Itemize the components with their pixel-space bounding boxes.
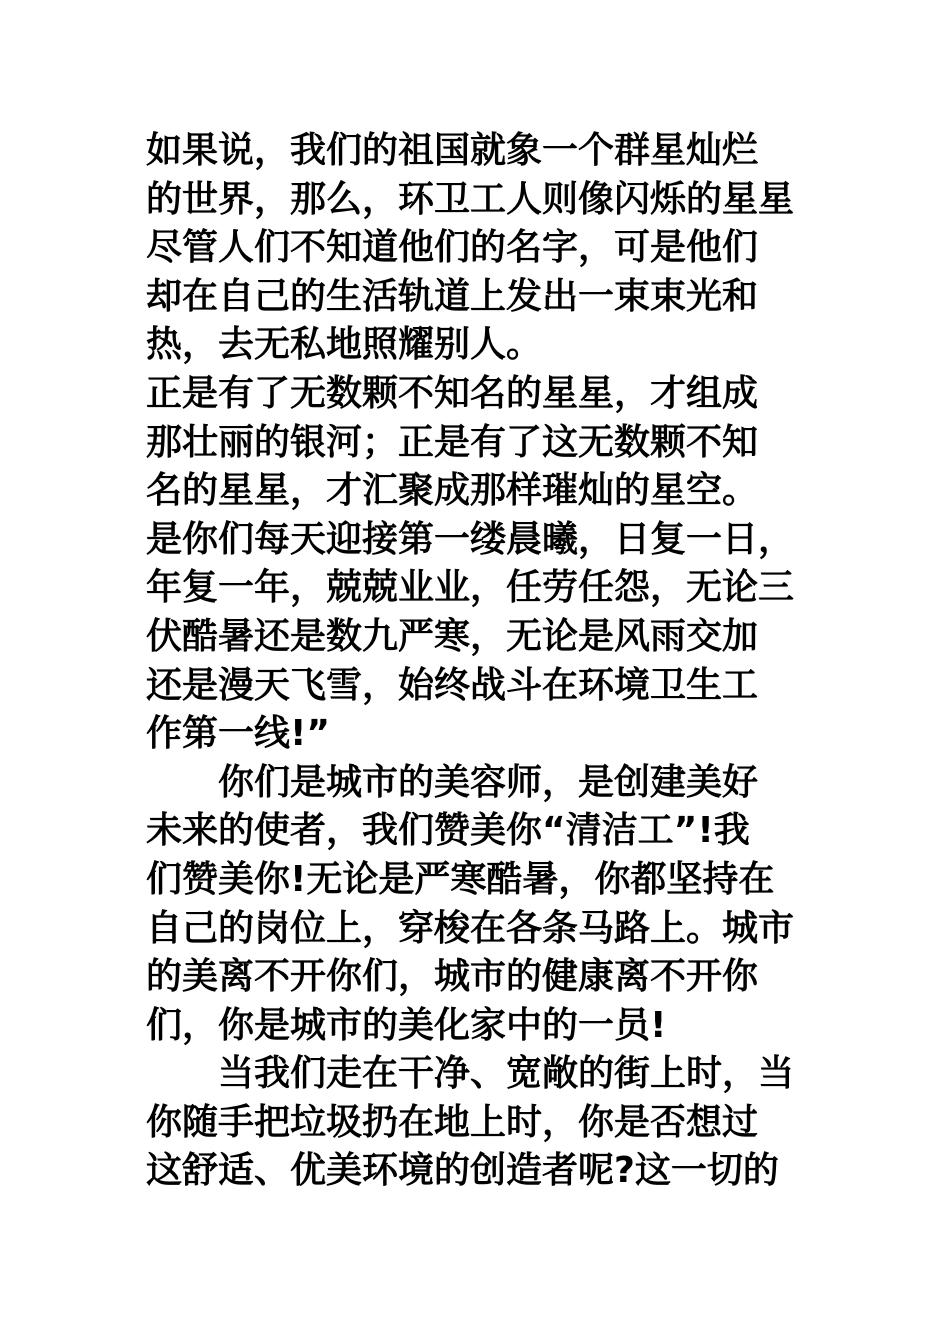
text-line: 还是漫天飞雪，始终战斗在环境卫生工 xyxy=(146,664,759,706)
text-line: 名的星星，才汇聚成那样璀灿的星空。 xyxy=(146,470,759,512)
text-line: 们，你是城市的美化家中的一员! xyxy=(146,1004,667,1046)
text-line: 当我们走在干净、宽敞的街上时，当 xyxy=(146,1053,795,1095)
text-line: 的美离不开你们，城市的健康离不开你 xyxy=(146,956,759,998)
text-line: 热，去无私地照耀别人。 xyxy=(146,324,543,366)
text-line: 你们是城市的美容师，是创建美好 xyxy=(146,761,759,803)
text-line: 这舒适、优美环境的创造者呢?这一切的 xyxy=(146,1150,779,1192)
text-line: 是你们每天迎接第一缕晨曦，日复一日， xyxy=(146,518,795,560)
text-line: 那壮丽的银河；正是有了这无数颗不知 xyxy=(146,421,759,463)
text-line: 如果说，我们的祖国就象一个群星灿烂 xyxy=(146,130,759,171)
text-line: 却在自己的生活轨道上发出一束束光和 xyxy=(146,275,759,317)
text-line: 年复一年，兢兢业业，任劳任怨，无论三 xyxy=(146,567,795,609)
text-line: 你随手把垃圾扔在地上时，你是否想过 xyxy=(146,1101,759,1143)
document-body xyxy=(146,127,808,1196)
text-line: 尽管人们不知道他们的名字，可是他们 xyxy=(146,227,759,269)
text-line: 正是有了无数颗不知名的星星，才组成 xyxy=(146,372,759,414)
text-line: 伏酷暑还是数九严寒，无论是风雨交加 xyxy=(146,615,759,657)
text-line: 的世界，那么，环卫工人则像闪烁的星星 xyxy=(146,178,795,220)
text-line: 们赞美你!无论是严寒酷暑，你都坚持在 xyxy=(146,858,775,900)
text-line: 未来的使者，我们赞美你“清洁工”!我 xyxy=(146,810,750,852)
text-line: 自己的岗位上，穿梭在各条马路上。城市 xyxy=(146,907,795,949)
text-line: 作第一线!” xyxy=(146,713,331,755)
